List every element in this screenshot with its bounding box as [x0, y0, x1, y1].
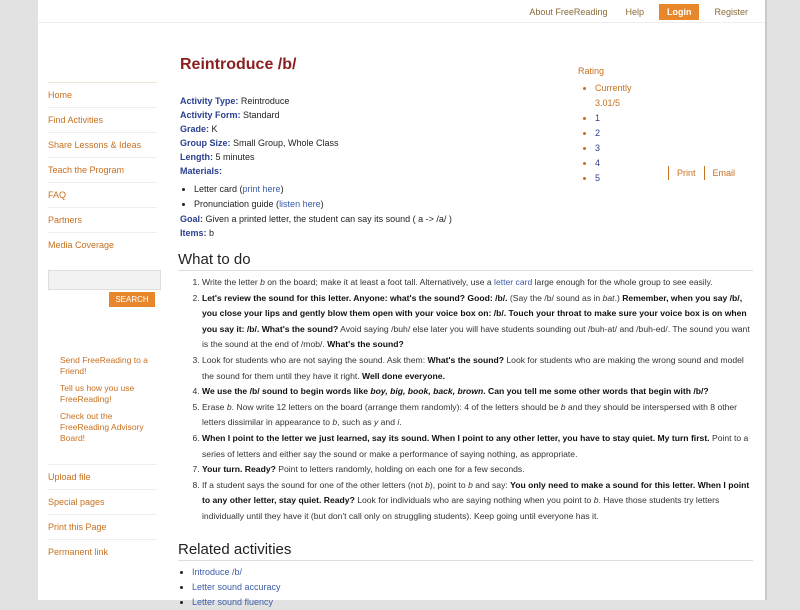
rating-option-5[interactable]: 5 — [595, 173, 601, 183]
step: 2. Let's review the sound for this letter. Anyone: what's the sound? Good: /b/. (Say the /b/ sound as in bat.) Remember, when you say /b/, you close your lips and gently blow them open with your voice box on: /b/. Touch your throat to make sure your voice box is on when you say it: /b/. What's the sound? Avoid saying /buh/ else later you will have students sounding out /buh-at/ and /buh-ed/. The sound you want is the sound at the end of /mob/. What's the sound? — [202, 291, 753, 353]
related-link[interactable]: Introduce /b/ — [192, 567, 243, 577]
tool-print-page[interactable]: Print this Page — [48, 514, 157, 539]
promo-advisory-board[interactable]: Check out the FreeReading Advisory Board! — [60, 411, 144, 443]
tool-permanent-link[interactable]: Permanent link — [48, 539, 157, 564]
print-here-link[interactable]: print here — [242, 184, 281, 194]
sidebar-item-faq[interactable]: FAQ — [48, 182, 157, 207]
search-button[interactable]: SEARCH — [109, 292, 155, 307]
section-heading: What to do — [178, 251, 753, 271]
items-label: Items: — [180, 228, 207, 238]
step: 1. Write the letter b on the board; make it at least a foot tall. Alternatively, use a letter card large enough for the whole group to see easily. — [202, 275, 753, 291]
step: 6. When I point to the letter we just learned, say its sound. When I point to any other letter, you have to stay quiet. My turn first. Point to a series of letters and either say the sound or make a performance of saying nothing, as appropriate. — [202, 431, 753, 462]
top-bar — [38, 0, 765, 23]
rating-option-3[interactable]: 3 — [595, 143, 601, 153]
meta-value: Reintroduce — [238, 96, 290, 106]
page-title: Reintroduce /b/ — [180, 56, 297, 73]
meta-value: Small Group, Whole Class — [230, 138, 339, 148]
meta-value: K — [209, 124, 218, 134]
step: 8. If a student says the sound for one of the other letters (not b), point to b and say: You only need to make a sound for this letter. When I point to any other letter, stay quiet. Ready? Look for individuals who are saying nothing when you point to b. Have those students try letters individually until they have it (but don't call only on struggling students). Keep going until everyone has it. — [202, 478, 753, 525]
activity-meta — [180, 94, 452, 240]
page — [38, 0, 767, 607]
related-link[interactable]: Letter sound fluency — [192, 597, 274, 607]
step: 3. Look for students who are not saying the sound. Ask them: What's the sound? Look for students who are making the wrong sound and model the sound for them until they have it right. Well done everyone. — [202, 353, 753, 384]
promo-send-friend[interactable]: Send FreeReading to a Friend! — [60, 355, 148, 376]
meta-label: Materials: — [180, 166, 223, 176]
meta-label: Activity Form: — [180, 110, 241, 120]
print-link[interactable]: Print — [668, 166, 704, 180]
meta-label: Group Size: — [180, 138, 231, 148]
rating-label: Rating — [578, 66, 605, 76]
sidebar-item-teach[interactable]: Teach the Program — [48, 157, 157, 182]
material-item: • Pronunciation guide (listen here) — [194, 197, 452, 212]
meta-value: Standard — [240, 110, 280, 120]
meta-label: Activity Type: — [180, 96, 239, 106]
sidebar-item-media[interactable]: Media Coverage — [48, 232, 157, 257]
steps-list — [178, 275, 753, 525]
meta-label: Length: — [180, 152, 213, 162]
goal-label: Goal: — [180, 214, 204, 224]
tool-upload-file[interactable]: Upload file — [48, 464, 157, 489]
promo-tell-us[interactable]: Tell us how you use FreeReading! — [60, 383, 135, 404]
sidebar — [48, 82, 157, 557]
items-value: b — [206, 228, 215, 238]
letter-card-link[interactable]: letter card — [494, 277, 533, 287]
goal-text: Given a printed letter, the student can say its sound ( a -> /a/ ) — [203, 214, 452, 224]
meta-label: Grade: — [180, 124, 210, 134]
related-link[interactable]: Letter sound accuracy — [192, 582, 281, 592]
sidebar-item-share[interactable]: Share Lessons & Ideas — [48, 132, 157, 157]
email-link[interactable]: Email — [704, 166, 744, 180]
step: 5. Erase b. Now write 12 letters on the board (arrange them randomly): 4 of the letters should be b and they should be interspersed with 8 other letters dissimilar in appearance to b, such as y and i. — [202, 400, 753, 431]
tool-special-pages[interactable]: Special pages — [48, 489, 157, 514]
sidebar-item-home[interactable]: Home — [48, 82, 157, 107]
login-button[interactable]: Login — [659, 4, 700, 20]
material-item: • Letter card (print here) — [194, 182, 452, 197]
search-input[interactable] — [48, 270, 161, 290]
step: 4. We use the /b/ sound to begin words like boy, big, book, back, brown. Can you tell me some other words that begin with /b/? — [202, 384, 753, 400]
register-link[interactable]: Register — [714, 7, 748, 17]
meta-value: 5 minutes — [213, 152, 255, 162]
help-link[interactable]: Help — [625, 7, 644, 17]
rating-current: • Currently 3.01/5 — [595, 81, 645, 111]
about-link[interactable]: About FreeReading — [529, 7, 608, 17]
rating-widget — [578, 64, 645, 186]
rating-option-1[interactable]: 1 — [595, 113, 601, 123]
rating-option-4[interactable]: 4 — [595, 158, 601, 168]
listen-here-link[interactable]: listen here — [279, 199, 321, 209]
section-heading: Related activities — [178, 541, 753, 561]
sidebar-item-partners[interactable]: Partners — [48, 207, 157, 232]
what-to-do-section — [178, 251, 753, 525]
sidebar-item-find-activities[interactable]: Find Activities — [48, 107, 157, 132]
rating-option-2[interactable]: 2 — [595, 128, 601, 138]
step: 7. Your turn. Ready? Point to letters randomly, holding on each one for a few seconds. — [202, 462, 753, 478]
